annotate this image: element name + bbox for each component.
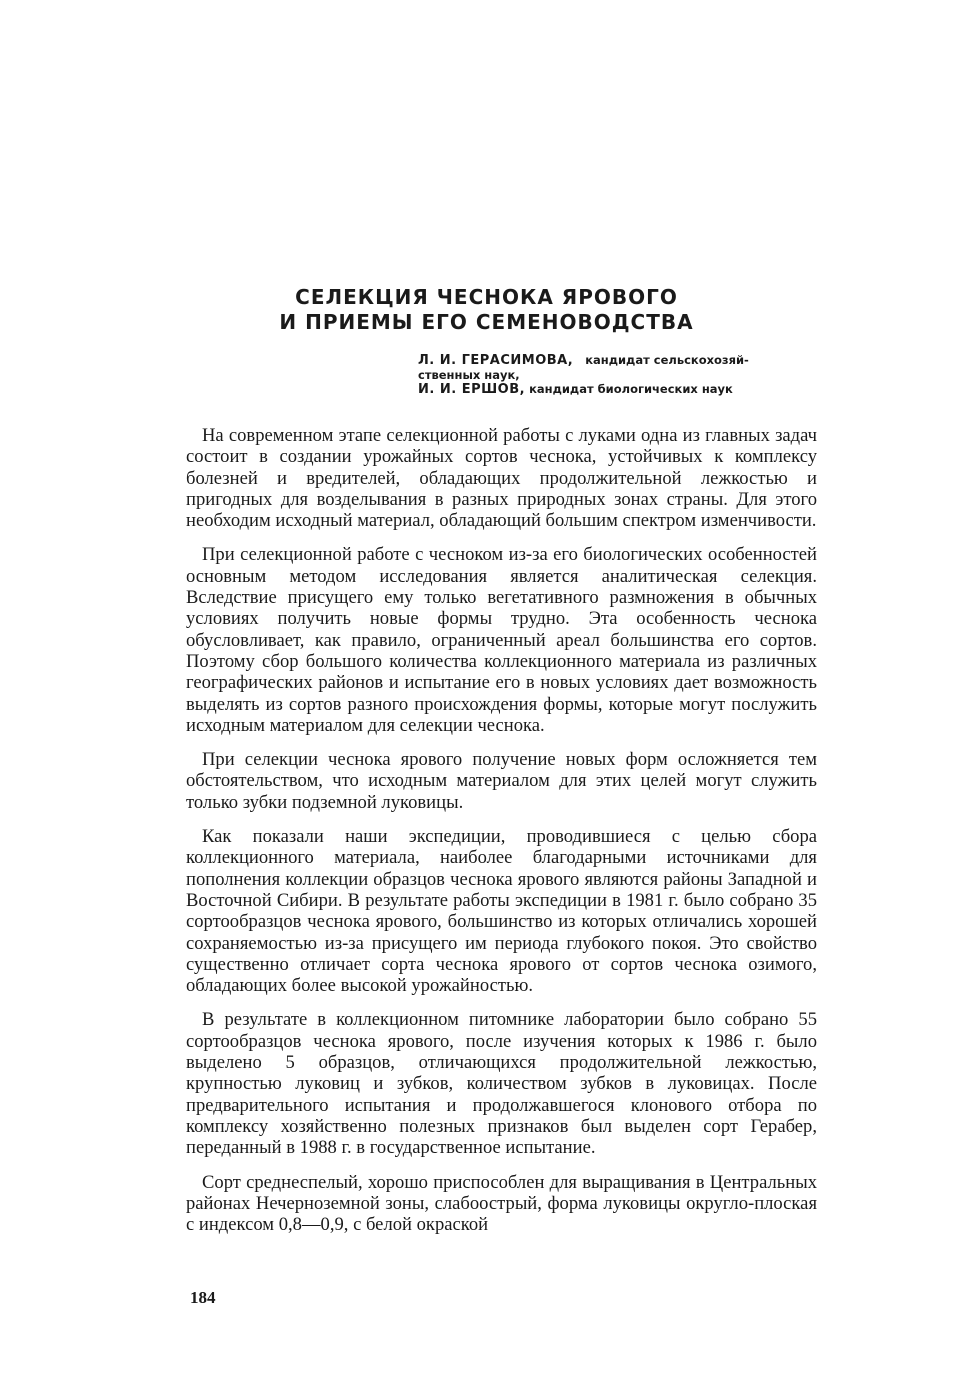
author-1-credential-part-2: ственных наук, xyxy=(418,368,520,382)
paragraph-4: Как показали наши экспедиции, проводившиеся с целью сбора коллекционного материала, наиболее благодарными источниками для пополнения коллекции образцов чеснока ярового являются районы Западной и Восточной Сибири. В результате работы экспедиции в 1981 г. было собрано 35 сортообразцов чеснока ярового, большинство из которых отличались хорошей сохраняемостью из-за присущего им периода глубокого покоя. Это свойство существенно отличает сорта чеснока ярового от сортов чеснока озимого, обладающих более высокой урожайностью. xyxy=(186,826,817,997)
author-1-line-2 xyxy=(418,368,798,382)
author-1-name: Л. И. ГЕРАСИМОВА, xyxy=(418,353,574,368)
article-body xyxy=(186,425,817,1248)
author-block xyxy=(418,353,798,397)
article-title-line-2: И ПРИЕМЫ ЕГО СЕМЕНОВОДСТВА xyxy=(279,310,694,334)
paragraph-5: В результате в коллекционном питомнике лаборатории было собрано 55 сортообразцов чеснока ярового, после изучения которых к 1986 г. было выделено 5 образцов, отличающихся продолжительной лежкостью, крупностью луковиц и зубков, количеством зубков в луковицах. После предварительного испытания и продолжавшегося клонового отбора по комплексу хозяйственно полезных признаков был выделен сорт Герабер, переданный в 1988 г. в государственное испытание. xyxy=(186,1009,817,1159)
author-1-line-1 xyxy=(418,353,798,368)
paragraph-1: На современном этапе селекционной работы с луками одна из главных задач состоит в создании урожайных сортов чеснока, устойчивых к комплексу болезней и вредителей, обладающих продолжительной лежкостью и пригодных для возделывания в разных природных зонах страны. Для этого необходим исходный материал, обладающий большим спектром изменчивости. xyxy=(186,425,817,532)
author-2-credential: кандидат биологических наук xyxy=(529,382,733,396)
article-title-line-1: СЕЛЕКЦИЯ ЧЕСНОКА ЯРОВОГО xyxy=(295,285,678,309)
author-2-line xyxy=(418,382,798,397)
paragraph-2: При селекционной работе с чесноком из-за его биологических особенностей основным методом исследования является аналитическая селекция. Вследствие присущего ему только вегетативного размножения в обычных условиях получить новые формы трудно. Эта особенность чеснока обусловливает, как правило, ограниченный ареал большинства его сортов. Поэтому сбор большого количества коллекционного материала из различных географических районов и испытание его в новых условиях дает возможность выделять из сортов разного происхождения формы, которые могут послужить исходным материалом для селекции чеснока. xyxy=(186,544,817,736)
author-2-name: И. И. ЕРШОВ, xyxy=(418,382,526,397)
paragraph-3: При селекции чеснока ярового получение новых форм осложняется тем обстоятельством, что исходным материалом для этих целей могут служить только зубки подземной луковицы. xyxy=(186,749,817,813)
author-1-credential-part-1: кандидат сельскохозяй- xyxy=(585,353,749,367)
page-number: 184 xyxy=(190,1288,216,1307)
paragraph-6: Сорт среднеспелый, хорошо приспособлен для выращивания в Центральных районах Нечерноземной зоны, слабоострый, форма луковицы округло-плоская с индексом 0,8—0,9, с белой окраской xyxy=(186,1171,817,1236)
